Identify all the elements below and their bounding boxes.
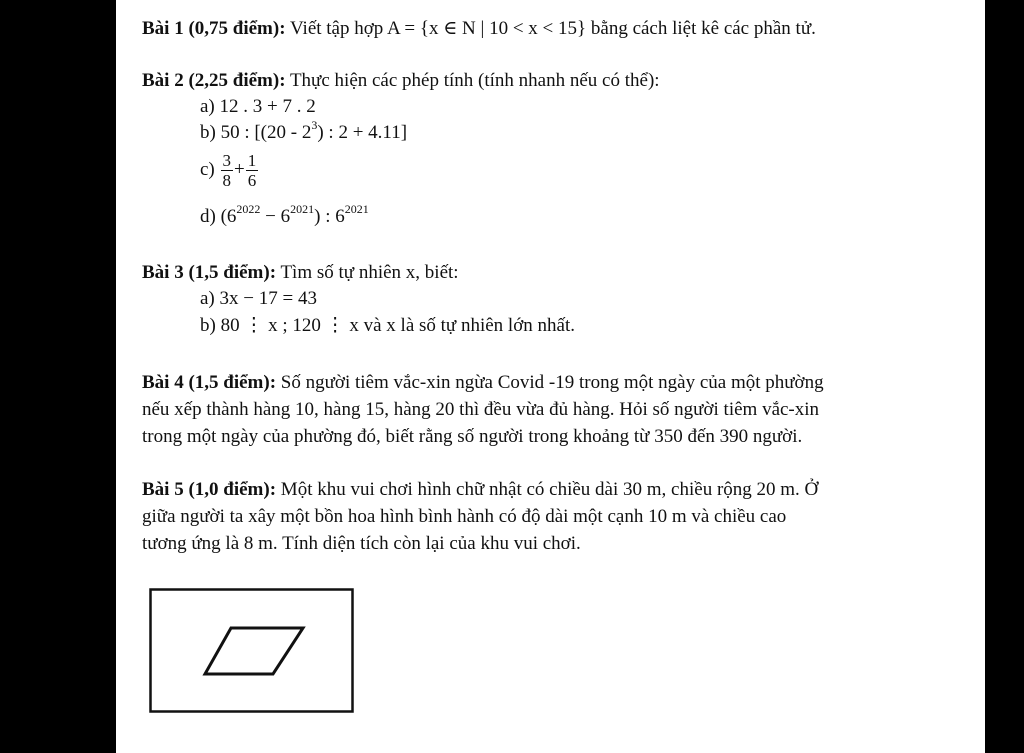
bai4-text-1: Số người tiêm vắc-xin ngừa Covid -19 trong một ngày của một phường — [276, 372, 824, 393]
bai3-label: Bài 3 (1,5 điểm): — [142, 262, 277, 283]
bai2-heading — [142, 70, 660, 92]
bai2-a: a) 12 . 3 + 7 . 2 — [200, 96, 316, 117]
bai2-d-pre: d) (6 — [200, 206, 237, 227]
bai2-text: Thực hiện các phép tính (tính nhanh nếu có thể): — [285, 70, 660, 91]
exponent-2022: 2022 — [236, 201, 261, 216]
fraction-3-8 — [221, 151, 234, 190]
bai3-b: b) 80 ⋮ x ; 120 ⋮ x và x là số tự nhiên lớn nhất. — [200, 315, 575, 336]
bai2-b-pre: b) 50 : [(20 - 2 — [200, 122, 312, 143]
bai4-line3: trong một ngày của phường đó, biết rằng số người trong khoảng từ 350 đến 390 người. — [142, 426, 803, 447]
bai2-d-mid2: ) : 6 — [314, 206, 345, 227]
bai2-b — [200, 117, 408, 144]
bai4-line2: nếu xếp thành hàng 10, hàng 15, hàng 20 thì đều vừa đủ hàng. Hỏi số người tiêm vắc-xin — [142, 399, 820, 420]
playground-figure — [149, 588, 355, 714]
bai5-line1 — [142, 479, 818, 501]
bai2-b-exponent: 3 — [311, 117, 318, 132]
fraction-denominator: 6 — [247, 171, 257, 191]
bai3-text: Tìm số tự nhiên x, biết: — [276, 262, 459, 283]
bai1-line — [142, 18, 816, 40]
flowerbed-parallelogram — [205, 628, 303, 674]
bai5-text-1: Một khu vui chơi hình chữ nhật có chiều dài 30 m, chiều rộng 20 m. Ở — [276, 479, 819, 500]
playground-rectangle — [151, 590, 353, 712]
bai1-label: Bài 1 (0,75 điểm): — [142, 18, 286, 39]
bai5-line2: giữa người ta xây một bồn hoa hình bình hành có độ dài một cạnh 10 m và chiều cao — [142, 506, 787, 527]
bai3-a: a) 3x − 17 = 43 — [200, 288, 317, 309]
bai2-c — [200, 150, 259, 190]
bai2-d-mid: − 6 — [260, 206, 291, 227]
exponent-2021: 2021 — [344, 201, 369, 216]
bai3-heading — [142, 262, 459, 284]
fraction-numerator: 1 — [247, 151, 257, 171]
bai1-text: Viết tập hợp A = {x ∈ N | 10 < x < 15} bằng cách liệt kê các phần tử. — [285, 18, 816, 39]
fraction-denominator: 8 — [222, 171, 232, 191]
exponent-2021: 2021 — [290, 201, 315, 216]
bai5-line3: tương ứng là 8 m. Tính diện tích còn lại của khu vui chơi. — [142, 533, 581, 554]
bai2-b-post: ) : 2 + 4.11] — [317, 122, 408, 143]
bai2-d — [200, 201, 369, 228]
bai4-line1 — [142, 372, 824, 394]
fraction-numerator: 3 — [222, 151, 232, 171]
fraction-1-6 — [246, 151, 259, 190]
bai5-label: Bài 5 (1,0 điểm): — [142, 479, 277, 500]
bai2-label: Bài 2 (2,25 điểm): — [142, 70, 286, 91]
plus-sign: + — [234, 159, 245, 180]
bai4-label: Bài 4 (1,5 điểm): — [142, 372, 277, 393]
bai2-c-label: c) — [200, 159, 220, 180]
